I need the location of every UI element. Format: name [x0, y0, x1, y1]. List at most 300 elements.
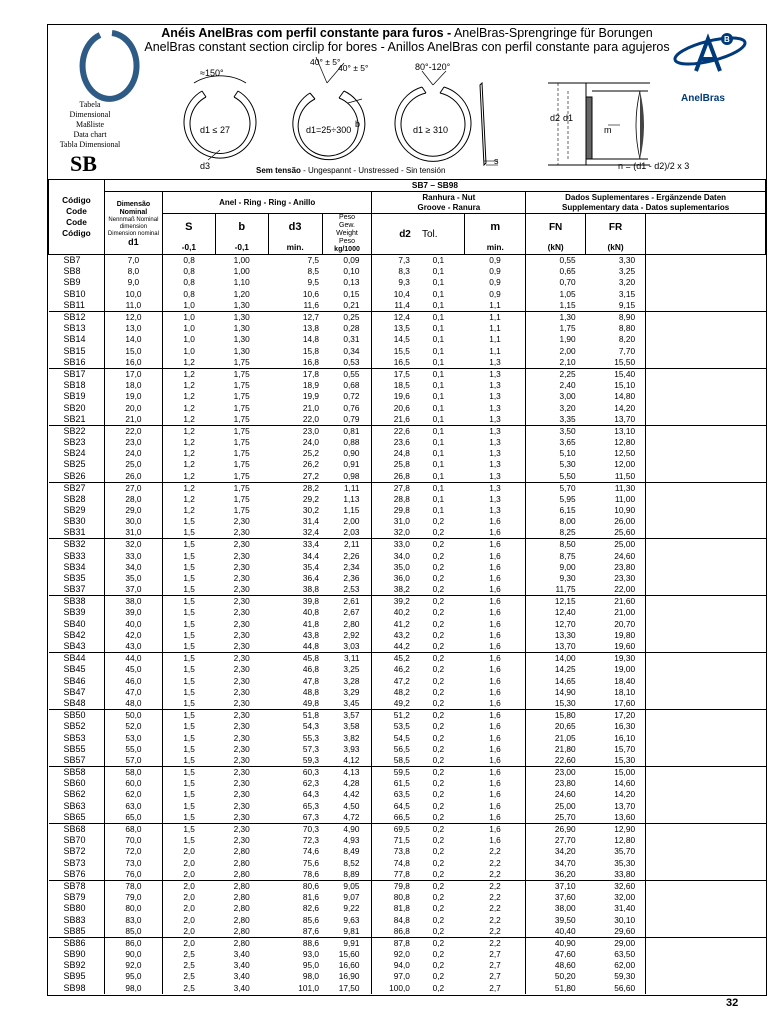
table-cell: 37,10 — [526, 880, 586, 892]
table-cell: SB18 — [49, 380, 105, 391]
installation-section-drawing — [548, 83, 650, 165]
table-cell: 1,75 — [233, 436, 250, 447]
table-cell: 1,75 — [215, 368, 268, 380]
table-cell-empty — [646, 425, 766, 437]
table-cell: 35,30 — [614, 857, 636, 868]
table-cell: 3,82 — [322, 732, 372, 743]
table-cell: 1,5 — [183, 811, 195, 822]
table-cell-empty — [646, 345, 766, 356]
ring-side-profile — [480, 83, 498, 165]
sheet-header — [48, 25, 766, 180]
table-cell: 21,05 — [554, 732, 576, 743]
table-cell: 9,5 — [307, 277, 320, 288]
table-cell: 98,0 — [104, 983, 162, 994]
table-cell: 21,80 — [554, 743, 576, 754]
table-cell: 4,12 — [322, 755, 372, 767]
table-cell: 1,2 — [183, 505, 195, 515]
table-cell: 0,2 — [432, 732, 445, 743]
table-cell: 25,2 — [302, 448, 320, 459]
angle-150-label: ≈150° — [200, 68, 224, 78]
table-cell: 1,1 — [465, 300, 526, 312]
table-cell: SB40 — [49, 619, 105, 630]
table-cell: 48,60 — [554, 960, 576, 971]
table-cell: 8,90 — [586, 311, 646, 323]
table-cell: SB90 — [49, 949, 105, 960]
table-cell: 15,5 — [393, 345, 410, 356]
table-cell: 14,5 — [393, 334, 410, 345]
table-cell: 14,20 — [614, 402, 636, 413]
table-cell: 1,75 — [215, 425, 268, 437]
table-cell: 3,03 — [322, 641, 372, 653]
table-cell: 1,3 — [465, 357, 526, 369]
table-cell: 31,0 — [104, 527, 162, 539]
table-cell: 0,8 — [183, 266, 195, 277]
table-cell-empty — [646, 732, 766, 743]
side-caption-line: Data chart — [73, 130, 107, 139]
table-row — [49, 471, 766, 483]
table-cell: 43,8 — [302, 630, 320, 641]
table-cell: 36,20 — [554, 868, 576, 879]
table-cell: 2,7 — [465, 949, 526, 960]
table-cell: SB44 — [49, 653, 105, 665]
table-cell: 1,6 — [465, 698, 526, 710]
table-cell: 7,5 — [268, 255, 322, 267]
table-cell: 0,1 — [432, 505, 445, 515]
table-cell: 1,6 — [465, 710, 526, 722]
table-cell: 13,70 — [614, 413, 636, 424]
table-cell-empty — [646, 676, 766, 687]
table-cell: 12,00 — [614, 459, 636, 470]
table-row — [49, 880, 766, 892]
table-cell-empty — [646, 402, 766, 413]
table-cell: 0,2 — [432, 550, 445, 561]
table-cell: 1,3 — [465, 459, 526, 470]
table-cell: 1,3 — [465, 505, 526, 516]
table-cell: SB65 — [49, 812, 105, 824]
table-cell: SB43 — [49, 641, 105, 653]
supp-header: Dados Suplementares - Ergänzende Daten Supplementary data - Datos suplementarios — [526, 192, 766, 214]
table-cell: 0,2 — [432, 618, 445, 629]
table-cell: 18,10 — [614, 686, 636, 697]
circlip-logo-icon — [83, 33, 137, 99]
table-cell: SB47 — [49, 687, 105, 698]
table-cell: 1,75 — [233, 505, 250, 515]
table-cell: SB23 — [49, 437, 105, 448]
table-cell: 72,3 — [302, 835, 320, 846]
table-cell: 2,30 — [233, 743, 250, 754]
table-cell: 15,40 — [586, 368, 646, 380]
table-cell: 51,80 — [554, 982, 576, 993]
table-cell-empty — [646, 584, 766, 596]
table-cell: 2,30 — [233, 641, 250, 652]
table-cell: 0,1 — [432, 323, 445, 334]
table-cell: 1,00 — [233, 266, 250, 277]
table-cell: 56,5 — [393, 743, 410, 754]
table-cell-empty — [646, 812, 766, 824]
table-cell: SB25 — [49, 459, 105, 470]
table-cell: 8,5 — [307, 266, 320, 277]
table-cell: 35,4 — [302, 561, 320, 572]
table-cell-empty — [646, 482, 766, 494]
table-cell: 57,3 — [302, 743, 320, 754]
table-row — [49, 892, 766, 903]
table-cell: 1,6 — [465, 607, 526, 618]
table-cell: 1,2 — [183, 391, 195, 402]
table-cell: 55,0 — [104, 744, 162, 755]
table-cell: SB48 — [49, 698, 105, 710]
table-cell: 48,2 — [393, 686, 410, 697]
table-row — [49, 949, 766, 960]
table-cell: 14,60 — [614, 778, 636, 789]
table-cell: 26,2 — [302, 459, 320, 470]
table-cell: 40,40 — [554, 925, 576, 936]
table-cell: 22,0 — [104, 425, 162, 437]
table-cell: 16,90 — [322, 971, 372, 982]
table-cell: 97,0 — [393, 971, 410, 982]
table-cell: SB27 — [49, 482, 105, 494]
table-cell: 21,60 — [586, 596, 646, 608]
table-cell: SB17 — [49, 368, 105, 380]
table-cell: 8,50 — [526, 539, 586, 551]
table-row — [49, 698, 766, 710]
table-cell: 1,5 — [183, 561, 195, 572]
table-cell: 3,35 — [559, 413, 576, 424]
table-cell: SB20 — [49, 402, 105, 413]
table-cell: 15,30 — [614, 755, 636, 766]
table-cell: 62,00 — [614, 960, 636, 971]
table-cell: 0,81 — [322, 425, 372, 437]
angle-80-120-label: 80°-120° — [415, 62, 451, 72]
table-cell: 90,0 — [104, 949, 162, 960]
table-cell: 75,6 — [302, 857, 320, 868]
table-cell: 0,88 — [322, 437, 372, 448]
table-cell-empty — [646, 653, 766, 665]
table-cell: 4,72 — [322, 812, 372, 824]
table-cell: 0,2 — [412, 596, 465, 608]
table-cell: 32,0 — [393, 527, 410, 538]
table-cell: SB33 — [49, 550, 105, 561]
table-cell: 92,0 — [104, 960, 162, 971]
table-cell: 1,2 — [183, 356, 195, 367]
table-cell: 0,1 — [432, 356, 445, 367]
table-cell-empty — [646, 596, 766, 608]
table-cell: 86,0 — [104, 937, 162, 949]
table-cell: 13,30 — [554, 630, 576, 641]
table-cell: 0,79 — [322, 414, 372, 426]
table-cell: 18,5 — [393, 379, 410, 390]
table-cell: 38,00 — [554, 903, 576, 914]
table-cell-empty — [646, 858, 766, 869]
table-row — [49, 914, 766, 925]
table-cell: 9,00 — [559, 561, 576, 572]
table-cell: 48,0 — [104, 698, 162, 710]
table-cell: 3,40 — [233, 971, 250, 982]
table-cell: SB29 — [49, 505, 105, 516]
table-cell: 2,7 — [465, 983, 526, 994]
ring3-label: d1 ≥ 310 — [413, 125, 448, 135]
table-cell: 43,2 — [393, 630, 410, 641]
table-cell: 0,2 — [432, 800, 445, 811]
table-cell: 2,30 — [233, 664, 250, 675]
table-cell: 0,9 — [465, 255, 526, 267]
table-row — [49, 255, 766, 267]
table-cell: SB85 — [49, 926, 105, 938]
table-cell: 20,65 — [554, 721, 576, 732]
table-cell: 14,65 — [554, 675, 576, 686]
table-cell: 0,2 — [412, 767, 465, 779]
table-cell: 3,00 — [559, 391, 576, 402]
table-cell-empty — [646, 960, 766, 971]
table-cell: 23,30 — [614, 573, 636, 584]
table-cell: SB12 — [49, 311, 105, 323]
table-cell: SB57 — [49, 755, 105, 767]
table-cell: 28,8 — [393, 493, 410, 504]
angle-40-label-left: 40° ± 5° — [310, 57, 341, 67]
table-cell: 12,80 — [614, 835, 636, 846]
table-cell: 1,6 — [465, 789, 526, 800]
table-cell: 59,3 — [302, 755, 320, 766]
table-cell: 24,60 — [614, 550, 636, 561]
table-cell: 2,80 — [233, 846, 250, 857]
table-cell: SB7 — [49, 255, 105, 267]
table-cell: 1,5 — [162, 596, 215, 608]
series-code: SB — [70, 151, 97, 176]
table-row — [49, 516, 766, 527]
table-cell: 0,1 — [432, 413, 445, 424]
table-cell: 0,2 — [432, 903, 445, 914]
table-cell: 2,80 — [233, 903, 250, 914]
table-cell: 79,0 — [104, 892, 162, 903]
table-row — [49, 562, 766, 573]
table-cell: 47,8 — [302, 675, 320, 686]
table-cell: 29,2 — [302, 493, 320, 504]
table-cell: 1,30 — [215, 311, 268, 323]
table-cell: 1,6 — [465, 550, 526, 561]
table-cell: 1,5 — [183, 527, 195, 538]
table-cell: 50,20 — [554, 971, 576, 982]
table-cell: 39,2 — [372, 596, 412, 608]
table-cell: 0,2 — [432, 721, 445, 732]
table-cell: 82,6 — [302, 903, 320, 914]
b-tolerance: -0,1 — [215, 240, 268, 254]
table-cell: 27,2 — [302, 470, 320, 481]
table-row — [49, 607, 766, 618]
table-cell: 2,80 — [233, 891, 250, 902]
table-cell: 80,0 — [104, 903, 162, 914]
table-row — [49, 368, 766, 380]
table-row — [49, 334, 766, 345]
table-cell: 14,25 — [554, 664, 576, 675]
table-cell-empty — [646, 448, 766, 459]
table-cell: 2,5 — [183, 960, 195, 971]
table-cell: SB14 — [49, 334, 105, 345]
table-cell: 3,25 — [618, 266, 636, 277]
m-col-header: m — [465, 214, 526, 241]
table-cell: 0,1 — [432, 379, 445, 390]
table-cell: 1,6 — [465, 755, 526, 767]
table-cell: 1,6 — [465, 527, 526, 539]
table-cell: 19,0 — [104, 391, 162, 402]
catalog-sheet — [47, 24, 767, 996]
table-cell: 1,75 — [233, 402, 250, 413]
table-cell: 46,2 — [393, 664, 410, 675]
m-min: min. — [465, 240, 526, 254]
table-cell: 33,80 — [614, 868, 636, 879]
table-cell: 13,70 — [554, 641, 576, 652]
table-cell: 3,20 — [559, 402, 576, 413]
table-cell-empty — [646, 937, 766, 949]
table-cell: 101,0 — [298, 982, 320, 993]
table-cell-empty — [646, 255, 766, 267]
table-cell: SB86 — [49, 937, 105, 949]
table-cell: 2,40 — [559, 379, 576, 390]
table-cell: 35,70 — [614, 846, 636, 857]
table-cell: 22,6 — [372, 425, 412, 437]
table-cell: 33,4 — [268, 539, 322, 551]
table-cell-empty — [646, 744, 766, 755]
table-cell: 16,10 — [614, 732, 636, 743]
table-cell: SB22 — [49, 425, 105, 437]
table-cell: 12,15 — [526, 596, 586, 608]
table-cell: 2,30 — [233, 732, 250, 743]
table-cell: 93,0 — [302, 948, 320, 959]
table-row — [49, 812, 766, 824]
table-cell: 12,80 — [614, 436, 636, 447]
table-cell: 2,30 — [233, 686, 250, 697]
table-cell: 26,00 — [614, 516, 636, 527]
table-cell: 2,2 — [465, 858, 526, 869]
table-cell: 1,6 — [465, 744, 526, 755]
table-cell-empty — [646, 391, 766, 402]
table-cell: 1,5 — [183, 721, 195, 732]
table-cell: 1,30 — [233, 299, 250, 310]
table-cell: 72,0 — [104, 846, 162, 857]
table-cell: 0,13 — [322, 277, 372, 288]
table-cell: 19,60 — [614, 641, 636, 652]
table-cell: 2,25 — [526, 368, 586, 380]
table-cell: 1,75 — [233, 356, 250, 367]
table-cell: 1,75 — [233, 493, 250, 504]
table-cell: 1,3 — [465, 448, 526, 459]
table-cell: 1,6 — [465, 835, 526, 846]
table-cell: 92,0 — [393, 948, 410, 959]
table-cell: 1,30 — [233, 334, 250, 345]
table-cell: 20,0 — [104, 402, 162, 413]
table-cell: 0,1 — [412, 255, 465, 267]
table-cell: 40,0 — [104, 619, 162, 630]
table-cell: 1,6 — [465, 630, 526, 641]
table-cell: 1,5 — [183, 686, 195, 697]
table-cell: 0,1 — [412, 311, 465, 323]
table-cell: 1,6 — [465, 539, 526, 551]
table-cell-empty — [646, 368, 766, 380]
table-cell: 48,8 — [302, 686, 320, 697]
table-cell: 7,0 — [104, 255, 162, 267]
table-row — [49, 596, 766, 608]
table-cell: 13,60 — [614, 811, 636, 822]
table-row — [49, 664, 766, 675]
table-cell-empty — [646, 914, 766, 925]
table-cell: 2,30 — [233, 584, 250, 595]
table-cell: 2,00 — [559, 345, 576, 356]
table-cell: 1,3 — [465, 471, 526, 483]
table-cell-empty — [646, 619, 766, 630]
table-cell: 23,00 — [526, 767, 586, 779]
d3-col-header: d3 — [268, 214, 322, 241]
table-cell: 8,75 — [559, 550, 576, 561]
table-cell: 2,0 — [183, 925, 195, 936]
table-cell: 0,8 — [183, 288, 195, 299]
table-row — [49, 437, 766, 448]
table-cell: SB10 — [49, 289, 105, 300]
table-cell: 1,75 — [233, 379, 250, 390]
table-cell: 2,30 — [215, 823, 268, 835]
table-cell: SB46 — [49, 676, 105, 687]
table-cell: 0,1 — [432, 391, 445, 402]
table-cell: 9,05 — [322, 880, 372, 892]
d3-min: min. — [268, 240, 322, 254]
table-cell: 0,1 — [432, 277, 445, 288]
table-cell: 34,20 — [554, 846, 576, 857]
table-cell: SB38 — [49, 596, 105, 608]
table-cell: 34,70 — [554, 857, 576, 868]
table-cell: 1,75 — [233, 470, 250, 481]
table-cell: 2,7 — [465, 971, 526, 982]
table-cell: 2,30 — [233, 800, 250, 811]
table-cell: 28,2 — [268, 482, 322, 494]
table-cell: 33,0 — [372, 539, 412, 551]
table-cell: 2,67 — [322, 607, 372, 618]
table-cell: SB39 — [49, 607, 105, 618]
table-cell: 2,5 — [183, 948, 195, 959]
table-cell: 2,0 — [183, 868, 195, 879]
table-row — [49, 391, 766, 402]
table-cell: 1,75 — [233, 459, 250, 470]
table-cell: 45,2 — [372, 653, 412, 665]
dimension-table — [48, 179, 766, 994]
table-cell: 15,50 — [614, 356, 636, 367]
table-cell: 0,2 — [432, 891, 445, 902]
table-cell: 0,2 — [432, 675, 445, 686]
table-cell: 0,15 — [322, 289, 372, 300]
table-cell: 35,0 — [104, 573, 162, 584]
table-cell: 40,2 — [393, 607, 410, 618]
table-cell: 30,10 — [614, 914, 636, 925]
table-cell: 60,0 — [104, 778, 162, 789]
nominal-header: Dimensão Nominal Nennmaß Nominal dimension Dimension nominal d1 — [104, 192, 162, 255]
fr-unit: (kN) — [586, 240, 646, 254]
table-cell: 1,75 — [233, 413, 250, 424]
table-cell: SB35 — [49, 573, 105, 584]
table-cell: 1,5 — [183, 800, 195, 811]
table-cell: 1,6 — [465, 619, 526, 630]
table-cell: 1,2 — [183, 448, 195, 459]
table-cell: 26,8 — [393, 470, 410, 481]
table-cell: 0,2 — [432, 698, 445, 709]
table-cell: SB98 — [49, 983, 105, 994]
table-cell: 21,00 — [614, 607, 636, 618]
table-cell: SB42 — [49, 630, 105, 641]
table-cell: 4,90 — [322, 823, 372, 835]
table-cell: 1,20 — [233, 288, 250, 299]
b-col-header: b — [215, 214, 268, 241]
table-cell: 63,0 — [104, 801, 162, 812]
table-cell: 27,70 — [554, 835, 576, 846]
table-cell: 1,6 — [465, 641, 526, 653]
table-cell: 0,2 — [432, 925, 445, 936]
table-cell: 1,2 — [183, 470, 195, 481]
table-cell: 11,00 — [614, 493, 636, 504]
